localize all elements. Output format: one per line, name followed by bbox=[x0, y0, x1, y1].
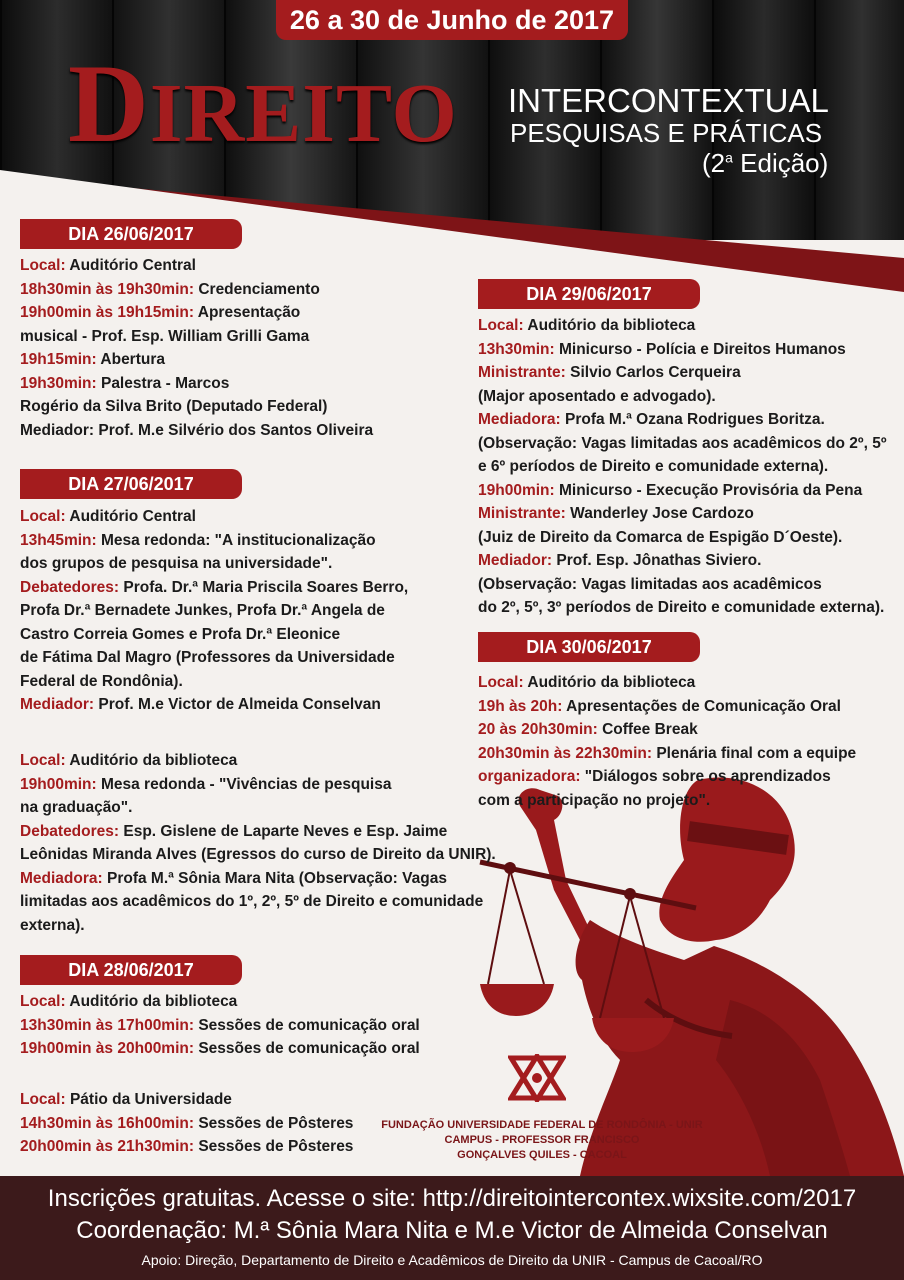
schedule-text: Auditório Central bbox=[65, 257, 196, 274]
subtitle-intercontextual: INTERCONTEXTUAL bbox=[508, 82, 829, 119]
subtitle-edition bbox=[702, 150, 828, 176]
schedule-label: organizadora: bbox=[478, 768, 581, 785]
schedule-text: Prof. Esp. Jônathas Siviero. bbox=[552, 552, 762, 569]
schedule-line bbox=[20, 505, 408, 529]
schedule-text: Profa. Dr.ª Maria Priscila Soares Berro, bbox=[119, 578, 409, 596]
schedule-line bbox=[478, 338, 886, 362]
schedule-line bbox=[20, 1014, 420, 1038]
schedule-line bbox=[20, 990, 420, 1014]
schedule-text: Sessões de comunicação oral bbox=[194, 1040, 420, 1057]
schedule-line bbox=[20, 890, 496, 914]
coordination-text: Coordenação: M.ª Sônia Mara Nita e M.e Victor de Almeida Conselvan bbox=[76, 1217, 828, 1244]
schedule-text: Sessões de Pôsteres bbox=[194, 1114, 354, 1132]
schedule-text: dos grupos de pesquisa na universidade". bbox=[20, 555, 333, 572]
edition-sup: a bbox=[725, 149, 733, 166]
event-title-direito bbox=[68, 42, 458, 166]
schedule-label: Local: bbox=[20, 257, 66, 274]
schedule-line bbox=[478, 718, 856, 742]
schedule-label: Mediador: bbox=[478, 552, 553, 569]
institution-name bbox=[380, 1118, 704, 1163]
institution-line: FUNDAÇÃO UNIVERSIDADE FEDERAL DE RONDÔNIA - UNIR bbox=[381, 1119, 703, 1131]
schedule-label: 14h30min às 16h00min: bbox=[20, 1114, 195, 1132]
edition-suffix: Edição) bbox=[732, 148, 829, 178]
schedule-line bbox=[20, 599, 408, 623]
day-heading-27 bbox=[20, 469, 242, 499]
edition-prefix: (2 bbox=[702, 148, 726, 178]
schedule-day-27-biblioteca bbox=[20, 749, 496, 937]
schedule-text: e 6º períodos de Direito e comunidade externa). bbox=[478, 458, 829, 475]
schedule-label: 18h30min às 19h30min: bbox=[20, 280, 195, 298]
unir-emblem-icon bbox=[508, 1054, 566, 1102]
schedule-line bbox=[20, 773, 496, 797]
schedule-label: 20h00min às 21h30min: bbox=[20, 1138, 195, 1155]
schedule-text: Auditório Central bbox=[65, 508, 196, 525]
schedule-text: Castro Correia Gomes e Profa Dr.ª Eleonice bbox=[20, 625, 341, 643]
schedule-line bbox=[20, 301, 373, 325]
schedule-line bbox=[20, 843, 496, 867]
schedule-text: Rogério da Silva Brito (Deputado Federal) bbox=[20, 398, 328, 415]
schedule-text: Apresentação bbox=[194, 304, 301, 321]
schedule-text: limitadas aos acadêmicos do 1º, 2º, 5º de Direito e comunidade bbox=[20, 893, 484, 910]
schedule-line bbox=[20, 670, 408, 694]
schedule-text: (Major aposentado e advogado). bbox=[478, 387, 716, 405]
schedule-label: Ministrante: bbox=[478, 505, 566, 522]
event-date-banner bbox=[276, 0, 628, 40]
schedule-day-29 bbox=[478, 314, 886, 620]
schedule-line bbox=[20, 1135, 353, 1159]
schedule-text: com a participação no projeto". bbox=[478, 791, 711, 809]
registration-text: Inscrições gratuitas. Acesse o site: http://direitointercontex.wixsite.com/2017 bbox=[47, 1185, 857, 1212]
schedule-line bbox=[478, 765, 856, 789]
schedule-line bbox=[478, 408, 886, 432]
schedule-line bbox=[20, 372, 373, 396]
schedule-label: 19h00min: bbox=[20, 775, 97, 793]
schedule-line bbox=[20, 693, 408, 717]
schedule-day-27 bbox=[20, 505, 408, 717]
support-info bbox=[0, 1250, 904, 1270]
schedule-line bbox=[20, 749, 496, 773]
schedule-day-30 bbox=[478, 671, 856, 812]
schedule-text: musical - Prof. Esp. William Grilli Gama bbox=[20, 327, 310, 345]
subtitle-pesquisas: PESQUISAS E PRÁTICAS bbox=[510, 118, 823, 148]
schedule-text: Auditório da biblioteca bbox=[523, 317, 696, 334]
schedule-label: 13h30min: bbox=[478, 340, 555, 358]
schedule-line bbox=[20, 254, 373, 278]
footer bbox=[0, 1176, 904, 1280]
day-heading-30 bbox=[478, 632, 700, 662]
schedule-line bbox=[20, 419, 373, 443]
schedule-label: Local: bbox=[478, 317, 524, 334]
schedule-line bbox=[478, 361, 886, 385]
schedule-line bbox=[20, 1112, 353, 1136]
schedule-text: Minicurso - Polícia e Direitos Humanos bbox=[554, 340, 846, 358]
schedule-label: 19h00min às 20h00min: bbox=[20, 1040, 195, 1057]
schedule-text: Sessões de comunicação oral bbox=[194, 1016, 420, 1034]
coordination-info bbox=[0, 1216, 904, 1246]
schedule-label: Local: bbox=[20, 508, 66, 525]
schedule-day-26 bbox=[20, 254, 373, 442]
schedule-line bbox=[20, 820, 496, 844]
schedule-line bbox=[20, 395, 373, 419]
schedule-line bbox=[20, 278, 373, 302]
day-heading-29 bbox=[478, 279, 700, 309]
schedule-line bbox=[20, 796, 496, 820]
schedule-label: 13h45min: bbox=[20, 531, 97, 549]
schedule-text: (Observação: Vagas limitadas aos acadêmicos bbox=[478, 575, 822, 593]
title-initial: D bbox=[68, 42, 150, 166]
schedule-label: Local: bbox=[478, 674, 524, 691]
schedule-text: Palestra - Marcos bbox=[96, 374, 230, 392]
schedule-line bbox=[478, 596, 886, 620]
schedule-text: (Juiz de Direito da Comarca de Espigão D´Oeste). bbox=[478, 528, 843, 546]
schedule-text: Esp. Gislene de Laparte Neves e Esp. Jaime bbox=[119, 822, 448, 840]
schedule-line bbox=[478, 314, 886, 338]
schedule-text: Mesa redonda: "A institucionalização bbox=[96, 531, 376, 549]
schedule-label: Local: bbox=[20, 993, 66, 1010]
institution-line: CAMPUS - PROFESSOR FRANCISCO bbox=[444, 1134, 640, 1146]
schedule-line bbox=[20, 529, 408, 553]
schedule-text: Mediador: Prof. M.e Silvério dos Santos Oliveira bbox=[20, 421, 374, 439]
schedule-text: de Fátima Dal Magro (Professores da Universidade bbox=[20, 649, 395, 666]
schedule-line bbox=[478, 671, 856, 695]
schedule-text: Sessões de Pôsteres bbox=[194, 1138, 354, 1155]
schedule-text: "Diálogos sobre os aprendizados bbox=[580, 768, 831, 785]
schedule-label: Mediadora: bbox=[20, 869, 103, 887]
schedule-label: Mediador: bbox=[20, 696, 95, 713]
schedule-line bbox=[478, 742, 856, 766]
title-rest: IREITO bbox=[149, 67, 458, 160]
schedule-label: 19h30min: bbox=[20, 374, 97, 392]
schedule-text: Federal de Rondônia). bbox=[20, 672, 183, 690]
schedule-line bbox=[478, 502, 886, 526]
schedule-text: Apresentações de Comunicação Oral bbox=[562, 697, 841, 715]
schedule-line bbox=[478, 695, 856, 719]
schedule-text: Auditório da biblioteca bbox=[65, 752, 238, 769]
schedule-text: Auditório da biblioteca bbox=[523, 674, 696, 691]
schedule-text: Wanderley Jose Cardozo bbox=[565, 505, 754, 522]
schedule-line bbox=[20, 1088, 353, 1112]
registration-info bbox=[0, 1184, 904, 1214]
schedule-line bbox=[20, 1037, 420, 1061]
event-date-text: 26 a 30 de Junho de 2017 bbox=[289, 4, 615, 35]
schedule-line bbox=[20, 867, 496, 891]
schedule-text: na graduação". bbox=[20, 799, 133, 816]
schedule-label: 19h15min: bbox=[20, 351, 97, 368]
day-heading-text: DIA 28/06/2017 bbox=[68, 959, 194, 980]
schedule-line bbox=[478, 526, 886, 550]
day-heading-text: DIA 27/06/2017 bbox=[68, 473, 194, 494]
schedule-line bbox=[478, 549, 886, 573]
schedule-text: Silvio Carlos Cerqueira bbox=[565, 364, 741, 381]
schedule-day-28 bbox=[20, 990, 420, 1061]
schedule-text: Profa Dr.ª Bernadete Junkes, Profa Dr.ª Angela de bbox=[20, 602, 385, 619]
schedule-text: Abertura bbox=[96, 351, 165, 368]
schedule-line bbox=[20, 623, 408, 647]
day-heading-text: DIA 30/06/2017 bbox=[526, 636, 652, 657]
schedule-label: 19h00min às 19h15min: bbox=[20, 304, 195, 321]
schedule-text: Credenciamento bbox=[194, 280, 320, 298]
schedule-label: Ministrante: bbox=[478, 364, 566, 381]
schedule-text: do 2º, 5º, 3º períodos de Direito e comunidade externa). bbox=[478, 599, 885, 616]
schedule-text: Pátio da Universidade bbox=[65, 1091, 232, 1108]
schedule-text: Prof. M.e Victor de Almeida Conselvan bbox=[94, 696, 381, 713]
schedule-line bbox=[20, 325, 373, 349]
schedule-text: Plenária final com a equipe bbox=[652, 744, 857, 762]
schedule-label: Local: bbox=[20, 1091, 66, 1108]
schedule-label: 13h30min às 17h00min: bbox=[20, 1016, 195, 1034]
day-heading-text: DIA 26/06/2017 bbox=[68, 223, 194, 244]
schedule-text: externa). bbox=[20, 916, 85, 934]
schedule-line bbox=[478, 479, 886, 503]
day-heading-28 bbox=[20, 955, 242, 985]
schedule-line bbox=[478, 455, 886, 479]
institution-line: GONÇALVES QUILES - CACOAL bbox=[457, 1149, 627, 1161]
day-heading-26 bbox=[20, 219, 242, 249]
lady-justice-illustration bbox=[470, 770, 904, 1176]
schedule-label: 19h às 20h: bbox=[478, 697, 563, 715]
schedule-line bbox=[20, 914, 496, 938]
schedule-text: Profa M.ª Sônia Mara Nita (Observação: Vagas bbox=[102, 869, 447, 887]
schedule-text: Mesa redonda - "Vivências de pesquisa bbox=[96, 775, 392, 793]
schedule-text: Minicurso - Execução Provisória da Pena bbox=[554, 481, 863, 499]
schedule-line bbox=[20, 646, 408, 670]
schedule-label: 19h00min: bbox=[478, 481, 555, 499]
schedule-line bbox=[20, 348, 373, 372]
schedule-label: 20 às 20h30min: bbox=[478, 721, 598, 738]
schedule-label: Debatedores: bbox=[20, 822, 120, 840]
schedule-line bbox=[478, 573, 886, 597]
schedule-line bbox=[20, 576, 408, 600]
schedule-text: Leônidas Miranda Alves (Egressos do curso de Direito da UNIR). bbox=[20, 846, 496, 863]
schedule-label: Debatedores: bbox=[20, 578, 120, 596]
day-heading-text: DIA 29/06/2017 bbox=[526, 283, 652, 304]
schedule-day-28-patio bbox=[20, 1088, 353, 1159]
schedule-text: Auditório da biblioteca bbox=[65, 993, 238, 1010]
schedule-line bbox=[478, 789, 856, 813]
schedule-label: 20h30min às 22h30min: bbox=[478, 744, 653, 762]
schedule-text: Coffee Break bbox=[597, 721, 698, 738]
schedule-text: Profa M.ª Ozana Rodrigues Boritza. bbox=[560, 411, 825, 428]
schedule-text: (Observação: Vagas limitadas aos acadêmicos do 2º, 5º bbox=[478, 434, 887, 452]
schedule-line bbox=[478, 385, 886, 409]
schedule-line bbox=[478, 432, 886, 456]
schedule-line bbox=[20, 552, 408, 576]
schedule-label: Mediadora: bbox=[478, 411, 561, 428]
support-text: Apoio: Direção, Departamento de Direito e Acadêmicos de Direito da UNIR - Campus de Cacoal/RO bbox=[141, 1252, 763, 1268]
schedule-label: Local: bbox=[20, 752, 66, 769]
